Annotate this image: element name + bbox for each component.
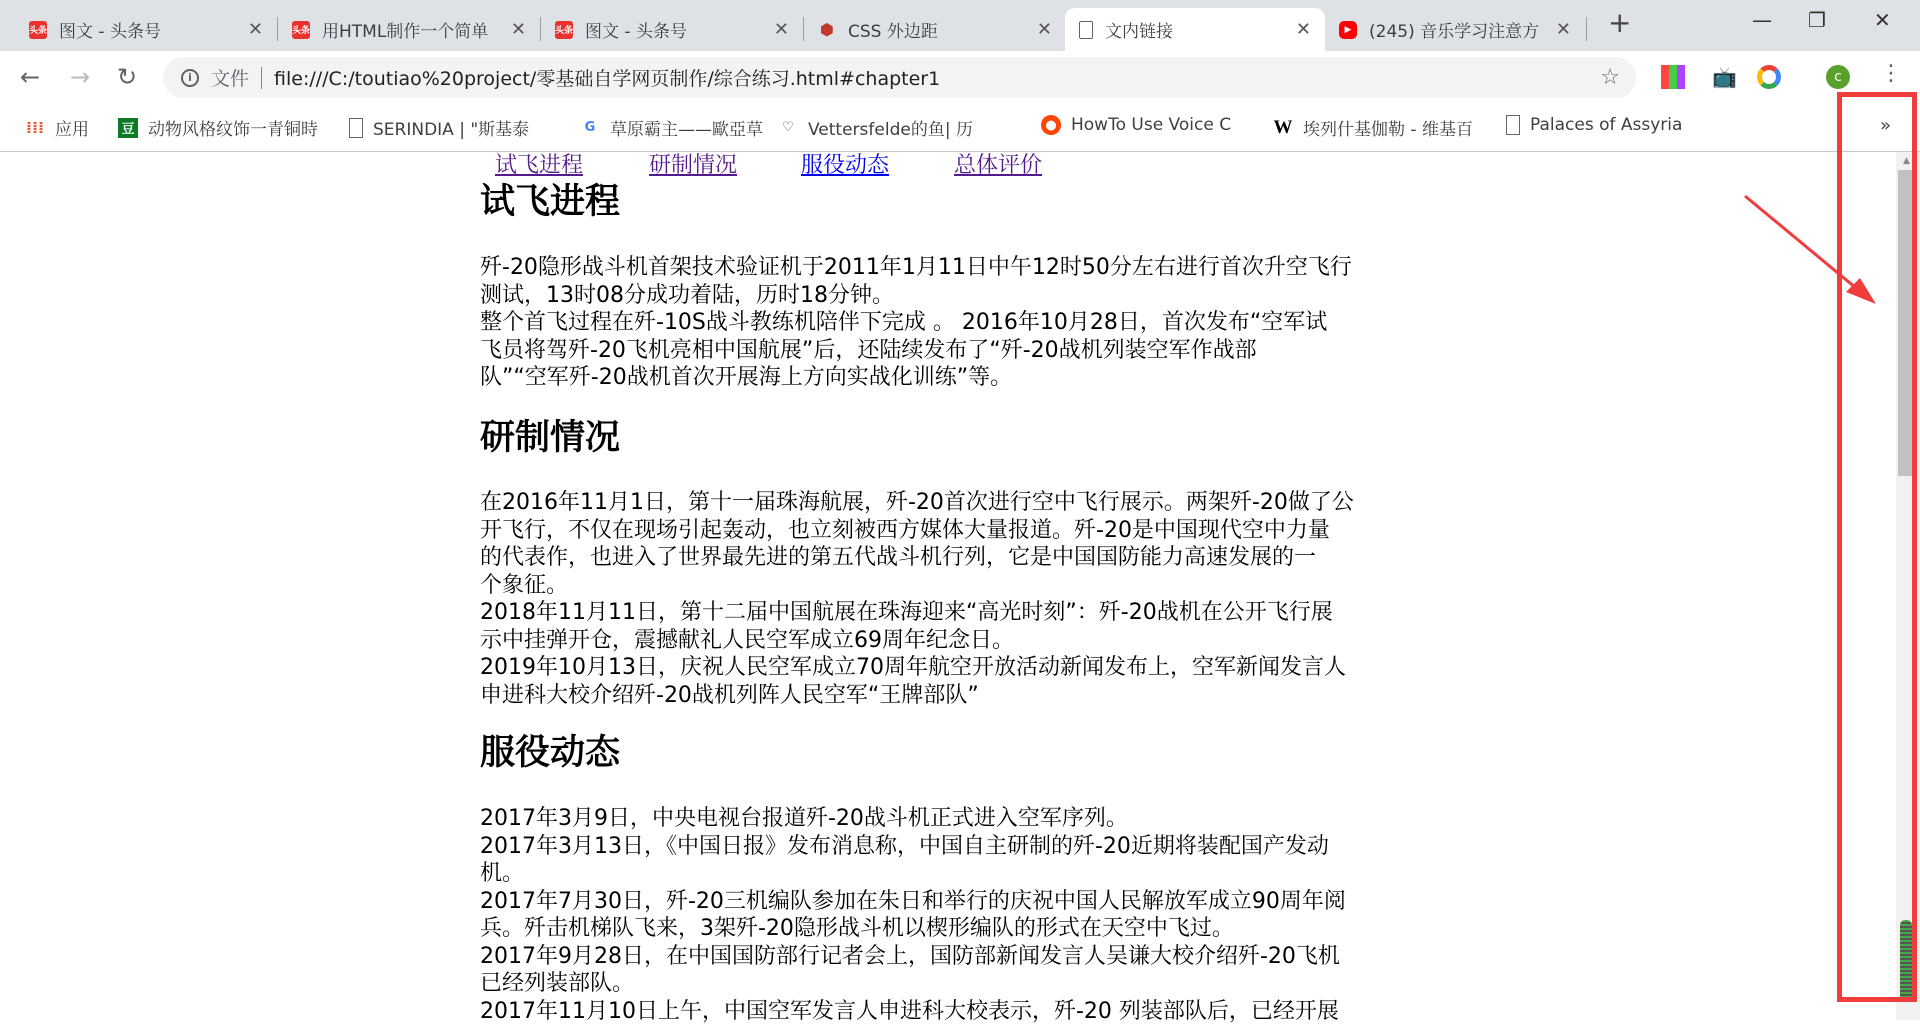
tab-toutiao-1[interactable] [15, 8, 277, 51]
tab-label: CSS 外边距 [848, 17, 1029, 42]
nav-link-evaluation[interactable]: 总体评价 [954, 152, 1042, 180]
paragraph-line: 2017年11月10日上午，中国空军发言人申进科大校表示，歼-20 列装部队后，已经开展 [480, 998, 1420, 1025]
extension-palette-icon[interactable] [1661, 65, 1685, 89]
close-tab-icon[interactable]: ✕ [511, 19, 526, 40]
paragraph-line: 机。 [480, 860, 1420, 888]
extension-tv-icon[interactable]: 📺 [1712, 65, 1736, 89]
nav-link-test-flight[interactable]: 试飞进程 [495, 152, 583, 180]
section-heading-test-flight: 试飞进程 [480, 182, 620, 222]
section-heading-service: 服役动态 [480, 733, 620, 773]
paragraph-line: 2017年9月28日，在中国国防部行记者会上，国防部新闻发言人吴谦大校介绍歼-20飞机 [480, 943, 1420, 971]
close-tab-icon[interactable]: ✕ [1296, 19, 1311, 40]
bookmark-item[interactable] [1041, 115, 1256, 135]
paragraph-line: 整个首飞过程在歼-10S战斗教练机陪伴下完成 。 2016年10月28日，首次发布“空军试 [480, 309, 1420, 337]
address-bar[interactable] [163, 57, 1636, 98]
file-icon [1079, 21, 1093, 39]
file-icon [349, 118, 363, 138]
nav-link-service[interactable]: 服役动态 [801, 152, 889, 180]
wikipedia-icon: W [1273, 118, 1293, 138]
paragraph-line: 2018年11月11日，第十二届中国航展在珠海迎来“高光时刻”：歼-20战机在公开飞行展 [480, 599, 1420, 627]
paragraph-line: 歼-20隐形战斗机首架技术验证机于2011年1月11日中午12时50分左右进行首次升空飞行 [480, 254, 1420, 282]
paragraph-line: 队”“空军歼-20战机首次开展海上方向实战化训练”等。 [480, 364, 1420, 392]
bookmarks-bar [0, 104, 1920, 152]
back-button[interactable]: ← [20, 63, 40, 91]
tab-youtube[interactable] [1325, 8, 1585, 51]
tab-label: (245) 音乐学习注意方 [1369, 17, 1548, 42]
tab-toutiao-2[interactable] [541, 8, 803, 51]
google-icon: G [580, 118, 600, 138]
paragraph-line: 在2016年11月1日，第十一届珠海航展，歼-20首次进行空中飞行展示。两架歼-20做了公 [480, 489, 1420, 517]
tab-label: 用HTML制作一个简单 [322, 17, 503, 42]
bookmark-label: Vettersfelde的鱼| 历 [808, 115, 973, 140]
minimize-button[interactable]: — [1752, 8, 1772, 32]
paragraph-line: 2017年7月30日，歼-20三机编队参加在朱日和举行的庆祝中国人民解放军成立90周年阅 [480, 888, 1420, 916]
paragraph-line: 申进科大校介绍歼-20战机列阵人民空军“王牌部队” [480, 682, 1420, 710]
paragraph-line: 2019年10月13日，庆祝人民空军成立70周年航空开放活动新闻发布上，空军新闻发言人 [480, 654, 1420, 682]
bookmark-label: 动物风格纹饰一青铜時 [148, 115, 318, 140]
close-tab-icon[interactable]: ✕ [1556, 19, 1571, 40]
paragraph-line: 2017年3月9日，中央电视台报道歼-20战斗机正式进入空军序列。 [480, 805, 1420, 833]
paragraph-line: 已经列装部队。 [480, 970, 1420, 998]
paragraph-line: 的代表作，也进入了世界最先进的第五代战斗机行列，它是中国国防能力高速发展的一 [480, 544, 1420, 572]
paragraph-line: 开飞行，不仅在现场引起轰动，也立刻被西方媒体大量报道。歼-20是中国现代空中力量 [480, 517, 1420, 545]
section-paragraph [480, 254, 1420, 392]
close-tab-icon[interactable]: ✕ [1037, 19, 1052, 40]
apps-icon: ⁞⁞⁞ [25, 118, 45, 138]
bookmark-label: Palaces of Assyria [1530, 115, 1682, 135]
scroll-up-arrow-icon[interactable]: ▲ [1903, 156, 1910, 166]
tab-label: 文内链接 [1105, 17, 1288, 42]
bookmark-star-icon[interactable]: ☆ [1600, 65, 1620, 90]
toutiao-icon: 头条 [555, 21, 573, 39]
bookmark-item[interactable] [118, 115, 338, 140]
toutiao-icon: 头条 [292, 21, 310, 39]
forward-button[interactable]: → [70, 63, 90, 91]
tab-active-inline-links[interactable] [1065, 8, 1325, 51]
bookmark-label: 埃列什基伽勒 - 维基百 [1303, 115, 1473, 140]
tab-html-tutorial[interactable] [278, 8, 540, 51]
extension-ring-icon[interactable] [1757, 65, 1781, 89]
bookmark-item[interactable] [580, 115, 780, 140]
section-paragraph [480, 489, 1420, 709]
close-tab-icon[interactable]: ✕ [248, 19, 263, 40]
bookmark-label: HowTo Use Voice C [1071, 115, 1231, 135]
toutiao-icon: 头条 [29, 21, 47, 39]
tab-strip [0, 0, 1920, 51]
w3-icon: ⬢ [818, 21, 836, 39]
section-heading-development: 研制情况 [480, 418, 620, 458]
reddit-icon: ● [1041, 115, 1061, 135]
info-icon[interactable]: i [181, 69, 199, 87]
paragraph-line: 示中挂弹开仓，震撼献礼人民空军成立69周年纪念日。 [480, 627, 1420, 655]
paragraph-line: 个象征。 [480, 572, 1420, 600]
tab-label: 图文 - 头条号 [59, 17, 240, 42]
reload-button[interactable]: ↻ [117, 63, 137, 91]
security-label: 文件 [211, 64, 249, 91]
nav-link-development[interactable]: 研制情况 [649, 152, 737, 180]
bookmark-label: 应用 [55, 115, 89, 140]
heart-icon: ♡ [778, 118, 798, 138]
bookmark-apps[interactable] [25, 115, 89, 140]
tab-label: 图文 - 头条号 [585, 17, 766, 42]
url-text[interactable]: file:///C:/toutiao%20project/零基础自学网页制作/综合练习.html#chapter1 [274, 64, 940, 91]
close-window-button[interactable]: ✕ [1874, 8, 1891, 32]
new-tab-button[interactable]: + [1608, 6, 1631, 39]
bookmark-item[interactable] [778, 115, 1023, 140]
bookmark-item[interactable] [1506, 115, 1682, 135]
bookmark-label: SERINDIA | "斯基泰 [373, 115, 529, 140]
profile-avatar[interactable]: c [1826, 65, 1850, 89]
menu-icon[interactable]: ⋮ [1880, 61, 1902, 86]
tab-css-margin[interactable] [804, 8, 1066, 51]
annotation-highlight-box [1837, 92, 1917, 1002]
paragraph-line: 飞员将驾歼-20飞机亮相中国航展”后，还陆续发布了“歼-20战机列装空军作战部 [480, 337, 1420, 365]
bookmark-item[interactable] [1273, 115, 1493, 140]
paragraph-line: 兵。歼击机梯队飞来，3架歼-20隐形战斗机以楔形编队的形式在天空中飞过。 [480, 915, 1420, 943]
file-icon [1506, 115, 1520, 135]
paragraph-line: 测试，13时08分成功着陆，历时18分钟。 [480, 282, 1420, 310]
maximize-button[interactable]: ❐ [1808, 8, 1826, 32]
bookmark-item[interactable] [349, 115, 559, 140]
youtube-icon: ▶ [1339, 21, 1357, 39]
browser-toolbar [0, 51, 1920, 104]
close-tab-icon[interactable]: ✕ [774, 19, 789, 40]
paragraph-line: 2017年3月13日，《中国日报》发布消息称，中国自主研制的歼-20近期将装配国产发动 [480, 833, 1420, 861]
bookmark-label: 草原霸主——歐亞草 [610, 115, 763, 140]
section-paragraph [480, 805, 1420, 1025]
douban-icon: 豆 [118, 118, 138, 138]
bookmarks-overflow-button[interactable]: » [1880, 115, 1891, 136]
